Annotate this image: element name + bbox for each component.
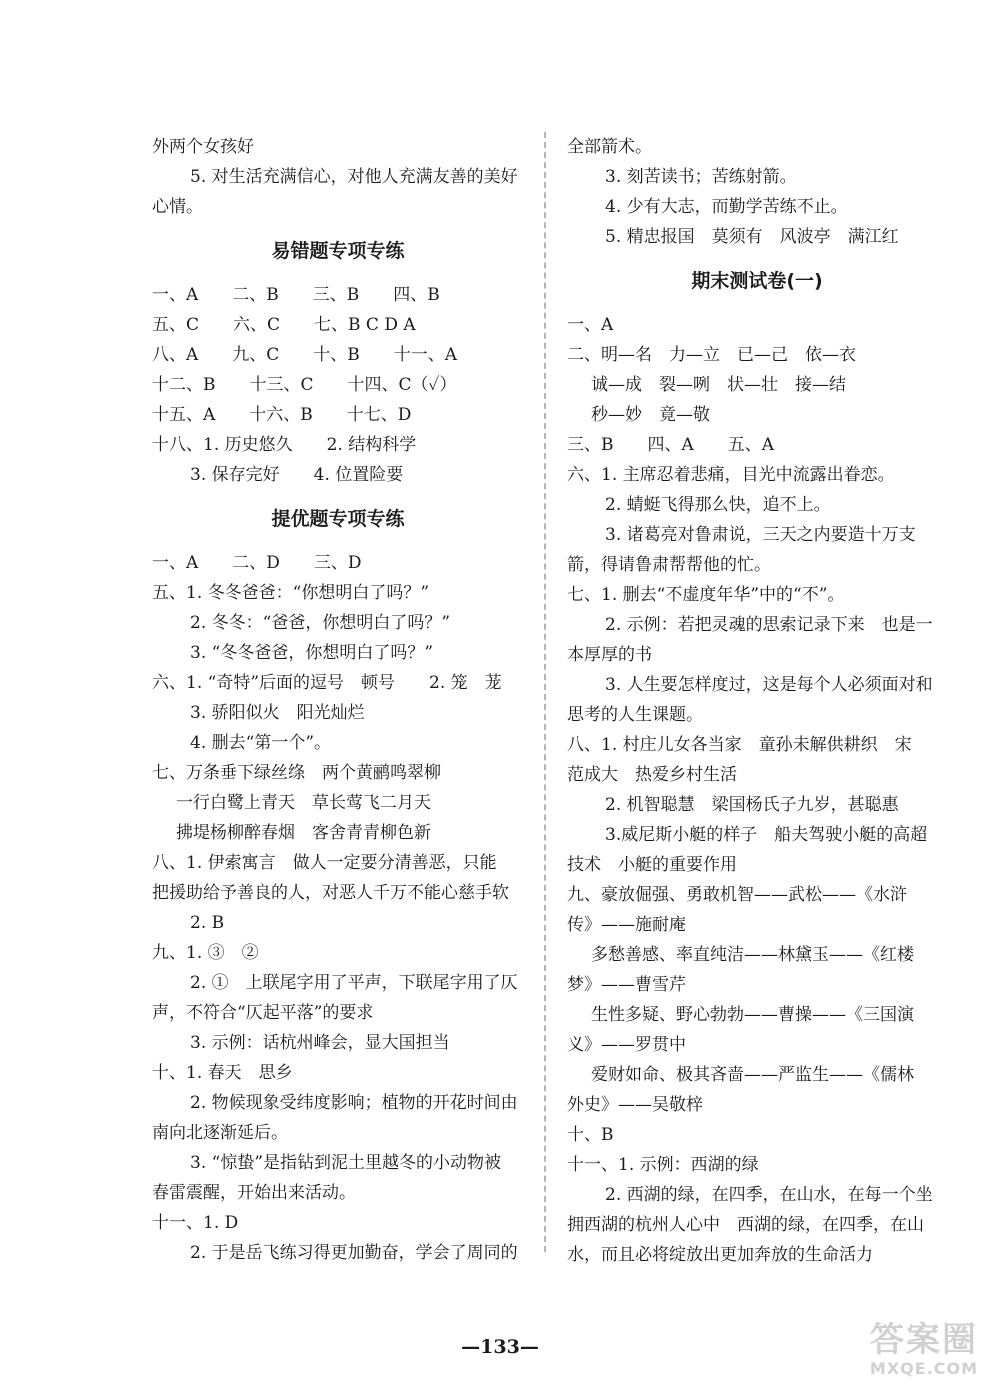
answer-line: 九、1. ③ ② xyxy=(152,943,259,963)
answer-line: 本厚厚的书 xyxy=(567,645,652,665)
answer-line: 爱财如命、极其吝啬——严监生——《儒林 xyxy=(591,1065,914,1085)
answer-line: 2. 西湖的绿，在四季，在山水，在每一个坐 xyxy=(605,1185,933,1205)
answer-line: 把援助给予善良的人，对恶人千万不能心慈手软 xyxy=(152,883,509,903)
answer-line: 2. 示例：若把灵魂的思索记录下来 也是一 xyxy=(605,615,933,635)
answer-line: 3. 诸葛亮对鲁肃说，三天之内要造十万支 xyxy=(605,525,916,545)
section-heading: 期末测试卷(一) xyxy=(691,270,823,292)
answer-line: 3. 刻苦读书；苦练射箭。 xyxy=(605,167,797,187)
answer-line: 五、1. 冬冬爸爸：“你想明白了吗？” xyxy=(152,583,430,603)
answer-line: 一行白鹭上青天 草长莺飞二月天 xyxy=(176,793,431,813)
answer-line: 水，而且必将绽放出更加奔放的生命活力 xyxy=(567,1245,873,1265)
answer-line: 外史》——吴敬梓 xyxy=(567,1095,703,1115)
answer-line: 梦》——曹雪芹 xyxy=(567,975,686,995)
answer-line: 2. 物候现象受纬度影响；植物的开花时间由 xyxy=(190,1093,518,1113)
answer-line: 七、1. 删去“不虚度年华”中的“不”。 xyxy=(567,585,845,605)
answer-line: 2. 于是岳飞练习得更加勤奋，学会了周同的 xyxy=(190,1243,518,1263)
answer-line: 八、1. 村庄儿女各当家 童孙未解供耕织 宋 xyxy=(567,735,912,755)
answer-line: 外两个女孩好 xyxy=(152,137,254,157)
answer-line: 3. 示例：话杭州峰会，显大国担当 xyxy=(190,1033,450,1053)
answer-line: 思考的人生课题。 xyxy=(567,705,703,725)
answer-line: 3.威尼斯小艇的样子 船夫驾驶小艇的高超 xyxy=(605,825,928,845)
answer-line: 生性多疑、野心勃勃——曹操——《三国演 xyxy=(591,1005,914,1025)
answer-line: 拂堤杨柳醉春烟 客舍青青柳色新 xyxy=(176,823,431,843)
answer-line: 5. 对生活充满信心，对他人充满友善的美好 xyxy=(190,167,518,187)
section-heading: 提优题专项专练 xyxy=(271,508,405,530)
left-column xyxy=(152,132,524,1268)
answer-line: 八、1. 伊索寓言 做人一定要分清善恶，只能 xyxy=(152,853,497,873)
answer-line: 2. ① 上联尾字用了平声，下联尾字用了仄 xyxy=(190,973,518,993)
answer-line: 箭，得请鲁肃帮帮他的忙。 xyxy=(567,555,771,575)
answer-line: 十、B xyxy=(567,1125,614,1145)
right-column xyxy=(567,132,947,1270)
watermark-logo xyxy=(864,1320,984,1384)
answer-line: 声，不符合“仄起平落”的要求 xyxy=(152,1003,374,1023)
answer-line: 春雷震醒，开始出来活动。 xyxy=(152,1183,356,1203)
answer-line: 五、C 六、C 七、B C D A xyxy=(152,315,416,335)
answer-line: 十二、B 十三、C 十四、C（✓） xyxy=(152,375,457,395)
answer-line: 2. 冬冬：“爸爸，你想明白了吗？” xyxy=(190,613,451,633)
answer-line: 十一、1. D xyxy=(152,1213,239,1233)
answer-line: 十一、1. 示例：西湖的绿 xyxy=(567,1155,759,1175)
answer-line: 2. B xyxy=(190,913,225,933)
answer-line: 3. 骄阳似火 阳光灿烂 xyxy=(190,703,365,723)
answer-line: 2. 机智聪慧 梁国杨氏子九岁，甚聪惠 xyxy=(605,795,899,815)
watermark-main-text: 答案圈 xyxy=(870,1320,978,1360)
answer-line: 2. 蜻蜓飞得那么快，追不上。 xyxy=(605,495,831,515)
answer-line: 3. “惊蛰”是指钻到泥土里越冬的小动物被 xyxy=(190,1153,502,1173)
answer-line: 一、A xyxy=(567,315,614,335)
answer-line: 3. 保存完好 4. 位置险要 xyxy=(190,465,404,485)
answer-line: 一、A 二、D 三、D xyxy=(152,553,362,573)
answer-line: 六、1. “奇特”后面的逗号 顿号 2. 笼 茏 xyxy=(152,673,502,693)
answer-line: 3. 人生要怎样度过，这是每个人必须面对和 xyxy=(605,675,933,695)
answer-line: 一、A 二、B 三、B 四、B xyxy=(152,285,440,305)
watermark-sub-text: MXQE.COM xyxy=(869,1359,979,1378)
answer-line: 4. 少有大志，而勤学苦练不止。 xyxy=(605,197,848,217)
answer-line: 秒—妙 竟—敬 xyxy=(591,405,710,425)
answer-line: 多愁善感、率直纯洁——林黛玉——《红楼 xyxy=(591,945,914,965)
answer-line: 3. “冬冬爸爸，你想明白了吗？” xyxy=(190,643,434,663)
answer-line: 传》——施耐庵 xyxy=(567,915,686,935)
answer-line: 七、万条垂下绿丝绦 两个黄鹂鸣翠柳 xyxy=(152,763,441,783)
answer-line: 范成大 热爱乡村生活 xyxy=(567,765,737,785)
answer-line: 三、B 四、A 五、A xyxy=(567,435,775,455)
answer-line: 技术 小艇的重要作用 xyxy=(567,855,737,875)
answer-line: 4. 删去“第一个”。 xyxy=(190,733,332,753)
answer-line: 八、A 九、C 十、B 十一、A xyxy=(152,345,458,365)
answer-line: 南向北逐渐延后。 xyxy=(152,1123,288,1143)
answer-line: 六、1. 主席忍着悲痛，目光中流露出眷恋。 xyxy=(567,465,895,485)
answer-line: 十五、A 十六、B 十七、D xyxy=(152,405,412,425)
section-heading: 易错题专项专练 xyxy=(271,240,405,262)
answer-line: 拥西湖的杭州人心中 西湖的绿，在四季，在山 xyxy=(567,1215,924,1235)
answer-line: 二、明—名 力—立 已—己 依—衣 xyxy=(567,345,856,365)
page-number: —133— xyxy=(461,1336,539,1358)
answer-line: 十八、1. 历史悠久 2. 结构科学 xyxy=(152,435,417,455)
answer-line: 义》——罗贯中 xyxy=(567,1035,686,1055)
answer-line: 心情。 xyxy=(152,197,203,217)
answer-line: 5. 精忠报国 莫须有 风波亭 满江红 xyxy=(605,227,899,247)
answer-line: 九、豪放倔强、勇敢机智——武松——《水浒 xyxy=(567,885,907,905)
answer-line: 十、1. 春天 思乡 xyxy=(152,1063,293,1083)
answer-line: 全部箭术。 xyxy=(567,137,652,157)
answer-line: 诚—成 裂—咧 状—壮 接—结 xyxy=(591,375,846,395)
column-divider xyxy=(544,132,546,1252)
